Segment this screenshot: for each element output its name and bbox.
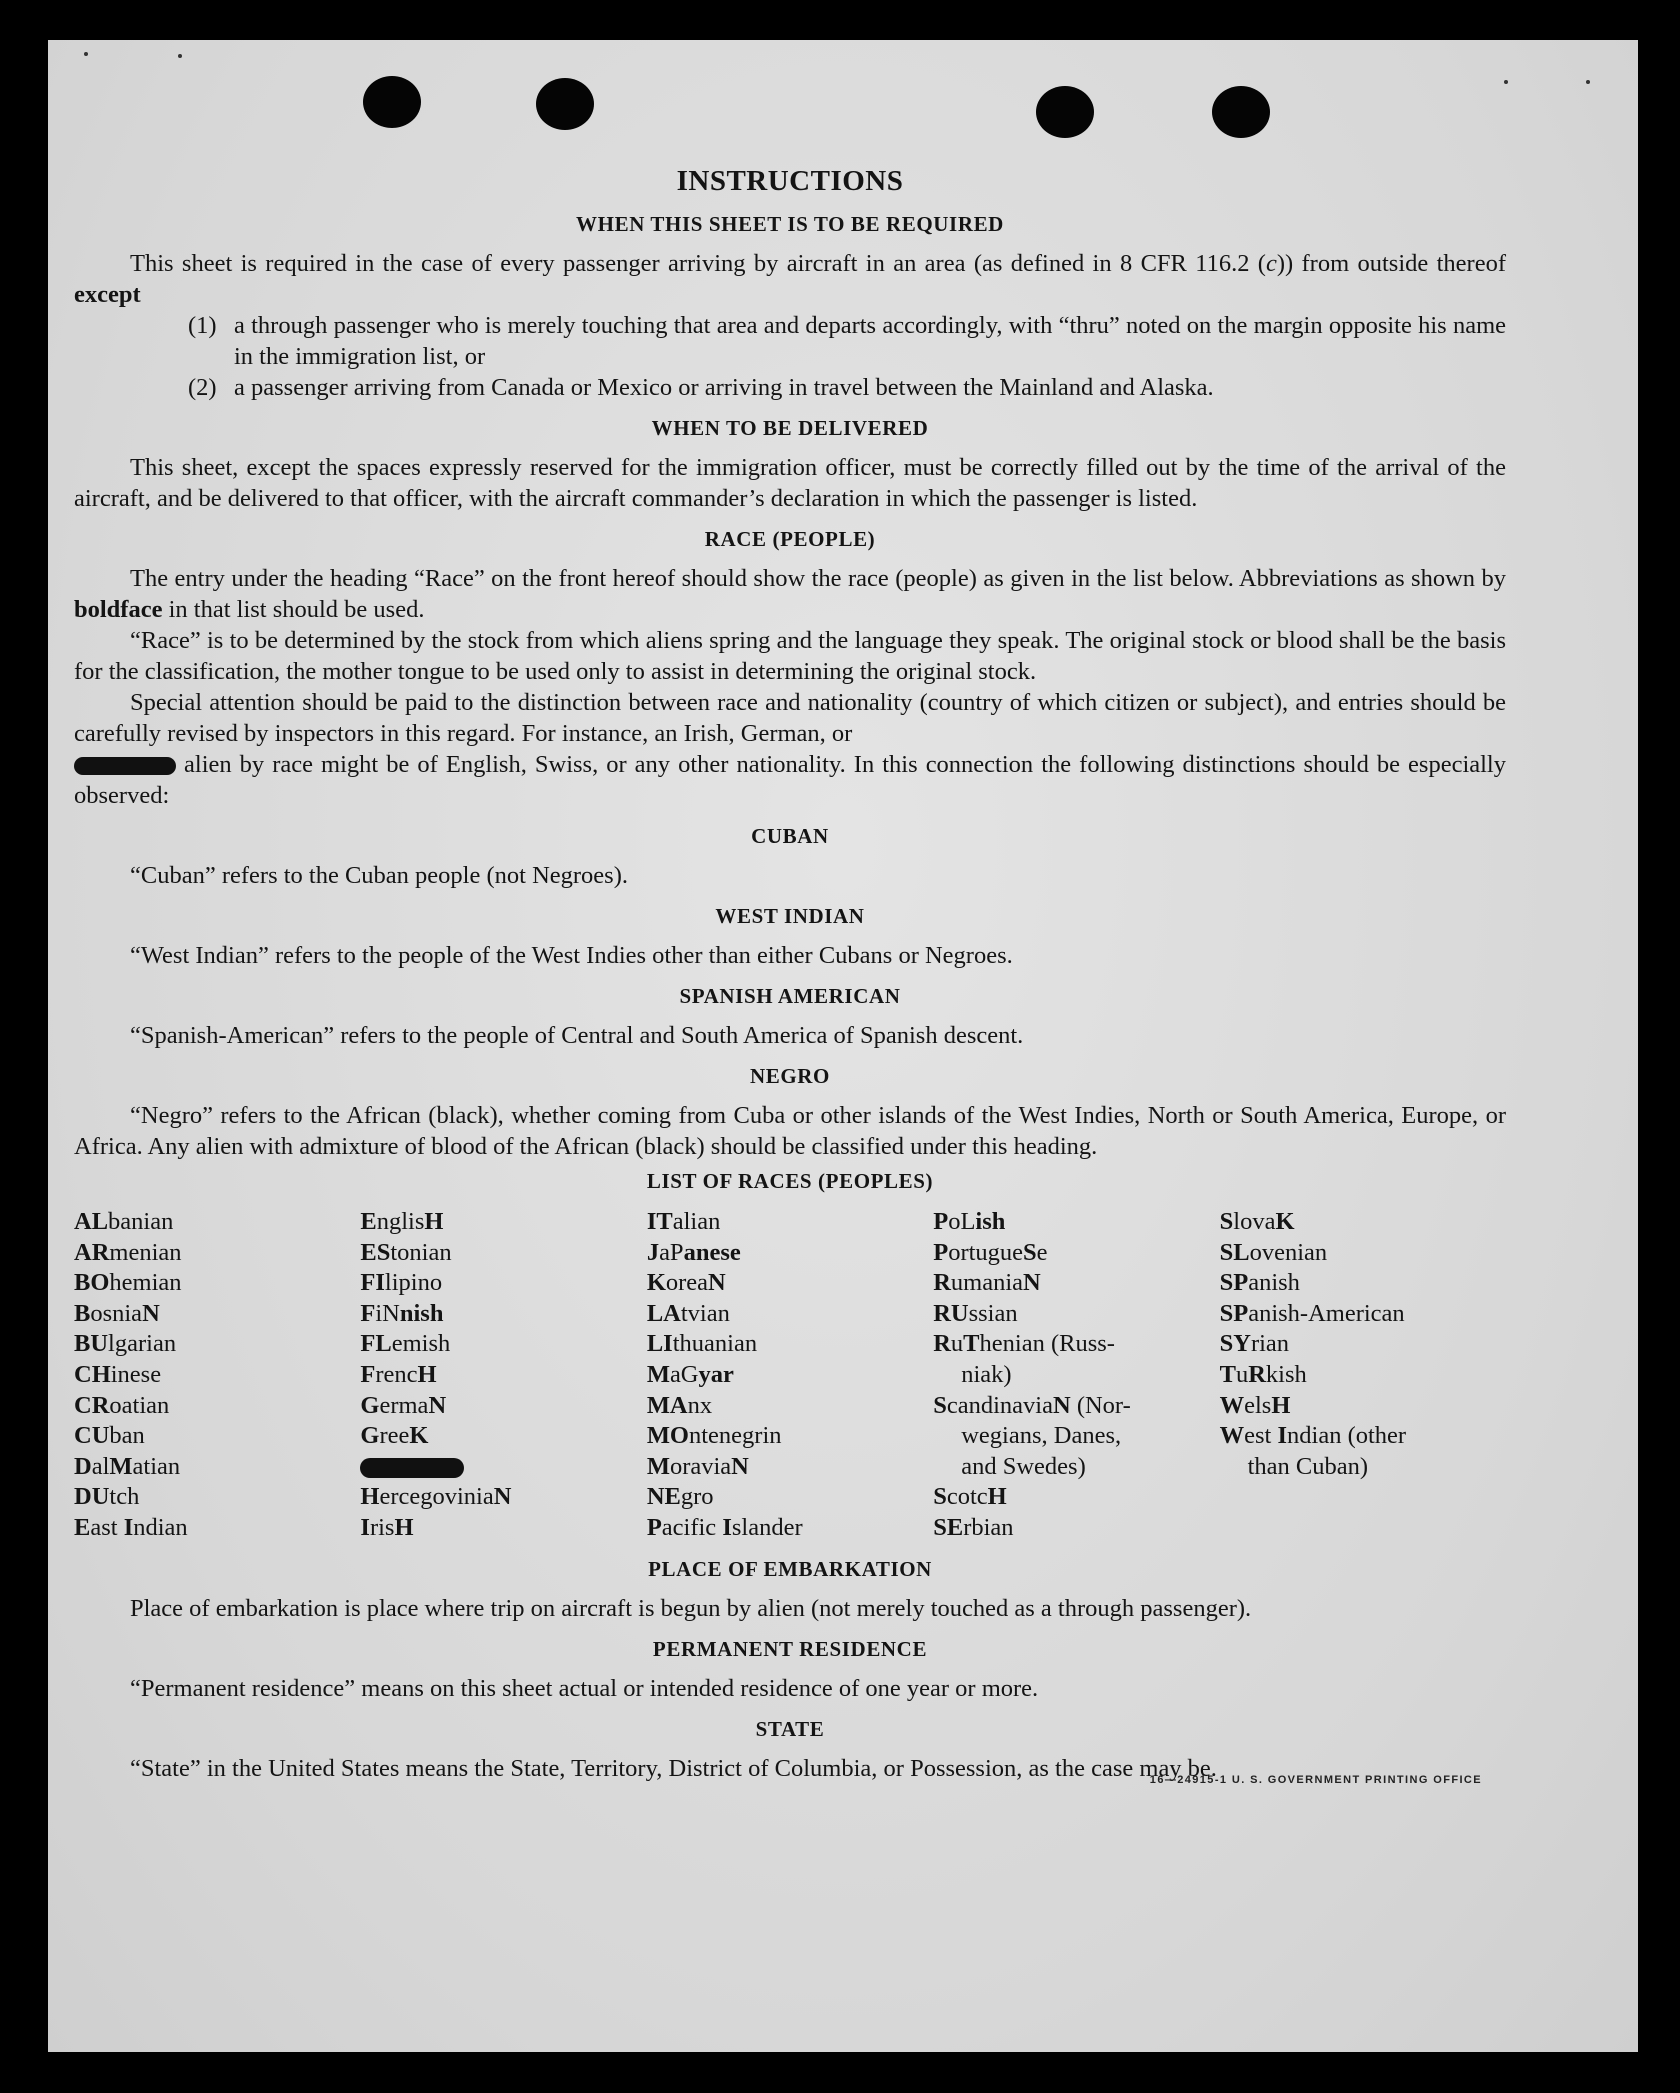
required-intro: This sheet is required in the case of every passenger arriving by aircraft in an area (as defined in 8 CFR 116.2 (c)) from outside thereof except: [74, 250, 1506, 308]
punch-hole: [1036, 86, 1094, 138]
race-entry: DalMatian: [74, 1452, 181, 1480]
race-entry: Pacific Islander: [646, 1513, 803, 1541]
race-entry: TuRkish: [1219, 1360, 1307, 1388]
race-entry: KoreaN: [646, 1269, 726, 1297]
race-entry: MaGyar: [646, 1360, 734, 1388]
redaction-mark: [74, 757, 176, 775]
race-entry: SPanish: [1219, 1269, 1300, 1297]
race-entry: NEgro: [646, 1483, 714, 1511]
race-entry: GermaN: [360, 1391, 447, 1419]
race-entry: ARmenian: [74, 1238, 182, 1266]
race-entry: FLemish: [360, 1330, 451, 1358]
punch-hole: [363, 76, 421, 128]
punch-hole: [1212, 86, 1270, 138]
race-entry: LIthuanian: [646, 1330, 758, 1358]
speck: [84, 52, 88, 56]
race-entry: WelsH: [1219, 1391, 1291, 1419]
spanish-american-text: “Spanish-American” refers to the people of Central and South America of Spanish descent.: [130, 1022, 1024, 1049]
heading-state: STATE: [755, 1716, 825, 1741]
race-entry: FIlipino: [360, 1269, 443, 1297]
printer-imprint: 16—24915-1 U. S. GOVERNMENT PRINTING OFFICE: [1149, 1773, 1482, 1786]
race-entry: RumaniaN: [933, 1269, 1041, 1297]
race-entry: CHinese: [74, 1360, 162, 1388]
speck: [178, 54, 182, 58]
race-entry: CUban: [74, 1422, 145, 1450]
heading-permanent-residence: PERMANENT RESIDENCE: [652, 1636, 928, 1661]
race-entry: ScotcH: [933, 1483, 1007, 1511]
race-entry: HercegoviniaN: [360, 1483, 512, 1511]
exception-item-2: (2) a passenger arriving from Canada or Mexico or arriving in travel between the Mainland and Alaska.: [188, 374, 1214, 401]
race-list: [74, 1207, 1506, 1544]
race-entry: than Cuban): [1247, 1452, 1369, 1480]
race-entry: ALbanian: [74, 1208, 174, 1235]
redaction-mark: [360, 1458, 464, 1478]
race-column: [647, 1207, 933, 1544]
race-entry: SLovenian: [1219, 1238, 1328, 1266]
race-entry: RuThenian (Russ-: [933, 1330, 1115, 1358]
race-entry: West Indian (other: [1219, 1422, 1407, 1450]
race-entry: PortugueSe: [933, 1238, 1048, 1266]
race-column: [1220, 1207, 1506, 1544]
race-entry: MOntenegrin: [646, 1422, 782, 1450]
heading-when-delivered: WHEN TO BE DELIVERED: [651, 416, 929, 440]
race-entry: PoLish: [933, 1208, 1006, 1235]
race-entry: SErbian: [933, 1513, 1014, 1541]
state-text: “State” in the United States means the State, Territory, District of Columbia, or Possession, as the case may be.: [130, 1754, 1217, 1782]
race-column: [360, 1207, 646, 1544]
page-title: INSTRUCTIONS: [676, 165, 904, 197]
race-entry: SlovaK: [1219, 1208, 1295, 1235]
race-entry: [360, 1452, 646, 1483]
race-entry: LAtvian: [646, 1299, 730, 1327]
exception-item-1: (1) a through passenger who is merely touching that area and departs accordingly, with “thru” noted on the margin opposite his name in the immigration list, or: [188, 312, 1506, 370]
race-entry: CRoatian: [74, 1391, 170, 1419]
race-entry: EnglisH: [360, 1208, 444, 1235]
residence-text: “Permanent residence” means on this sheet actual or intended residence of one year or more.: [130, 1674, 1039, 1702]
race-entry: BOhemian: [74, 1269, 182, 1297]
race-entry: SPanish-American: [1219, 1299, 1405, 1327]
race-entry: ScandinaviaN (Nor-: [933, 1391, 1131, 1419]
race-entry: RUssian: [933, 1299, 1018, 1327]
race-entry: MoraviaN: [646, 1452, 749, 1480]
race-entry: MAnx: [646, 1391, 713, 1419]
race-entry: ITalian: [646, 1208, 721, 1235]
race-entry: EStonian: [360, 1238, 452, 1266]
state-block: [74, 1753, 1506, 1784]
heading-negro: NEGRO: [749, 1064, 830, 1088]
race-entry: IrisH: [360, 1513, 414, 1541]
race-entry: BUlgarian: [74, 1330, 177, 1358]
race-column: [933, 1207, 1219, 1544]
race-entry: wegians, Danes,: [961, 1422, 1122, 1450]
heading-west-indian: WEST INDIAN: [715, 904, 865, 928]
race-entry: and Swedes): [961, 1452, 1086, 1480]
heading-place-of-embarkation: PLACE OF EMBARKATION: [648, 1556, 932, 1581]
race-entry: JaPanese: [646, 1238, 741, 1266]
delivered-text: This sheet, except the spaces expressly reserved for the immigration officer, must be correctly filled out by the time of the arrival of the aircraft, and be delivered to that officer, with the aircraft commander’s declaration in which the passenger is listed.: [74, 454, 1506, 512]
cuban-text: “Cuban” refers to the Cuban people (not Negroes).: [130, 862, 628, 889]
race-entry: FrencH: [360, 1360, 437, 1388]
speck: [1504, 80, 1508, 84]
heading-race: RACE (PEOPLE): [704, 527, 876, 551]
heading-spanish-american: SPANISH AMERICAN: [679, 984, 901, 1008]
document-sheet: [48, 40, 1638, 2052]
race-entry: FiNnish: [360, 1299, 444, 1327]
race-column: [74, 1207, 360, 1544]
race-paragraph-2: “Race” is to be determined by the stock from which aliens spring and the language they speak. The original stock or blood shall be the basis for the classification, the mother tongue to be used only to assist in determining the original stock.: [74, 627, 1506, 685]
race-paragraph-1: The entry under the heading “Race” on the front hereof should show the race (people) as given in the list below. Abbreviations as shown by boldface in that list should be used.: [74, 565, 1506, 623]
race-entry: East Indian: [74, 1513, 188, 1541]
heading-cuban: CUBAN: [751, 824, 829, 848]
speck: [1586, 80, 1590, 84]
instructions-body: [74, 166, 1506, 1784]
heading-list-of-races: LIST OF RACES (PEOPLES): [646, 1169, 934, 1193]
heading-when-required: WHEN THIS SHEET IS TO BE REQUIRED: [576, 212, 1004, 236]
race-entry: BosniaN: [74, 1299, 160, 1327]
race-entry: GreeK: [360, 1422, 429, 1450]
embarkation-text: Place of embarkation is place where trip on aircraft is begun by alien (not merely touched as a through passenger).: [130, 1594, 1252, 1622]
negro-text: “Negro” refers to the African (black), whether coming from Cuba or other islands of the West Indies, North or South America, Europe, or Africa. Any alien with admixture of blood of the African (black) should be classified under this heading.: [74, 1102, 1506, 1160]
race-entry: niak): [961, 1360, 1012, 1388]
punch-hole: [536, 78, 594, 130]
race-entry: DUtch: [74, 1483, 140, 1511]
race-paragraph-3: Special attention should be paid to the distinction between race and nationality (country of which citizen or subject), and entries should be carefully revised by inspectors in this regard. For instance, an Irish, German, or alien by race might be of English, Swiss, or any other nationality. In this connection the following distinctions should be especially observed:: [74, 689, 1506, 809]
west-indian-text: “West Indian” refers to the people of the West Indies other than either Cubans or Negroes.: [130, 942, 1013, 969]
race-entry: SYrian: [1219, 1330, 1290, 1358]
